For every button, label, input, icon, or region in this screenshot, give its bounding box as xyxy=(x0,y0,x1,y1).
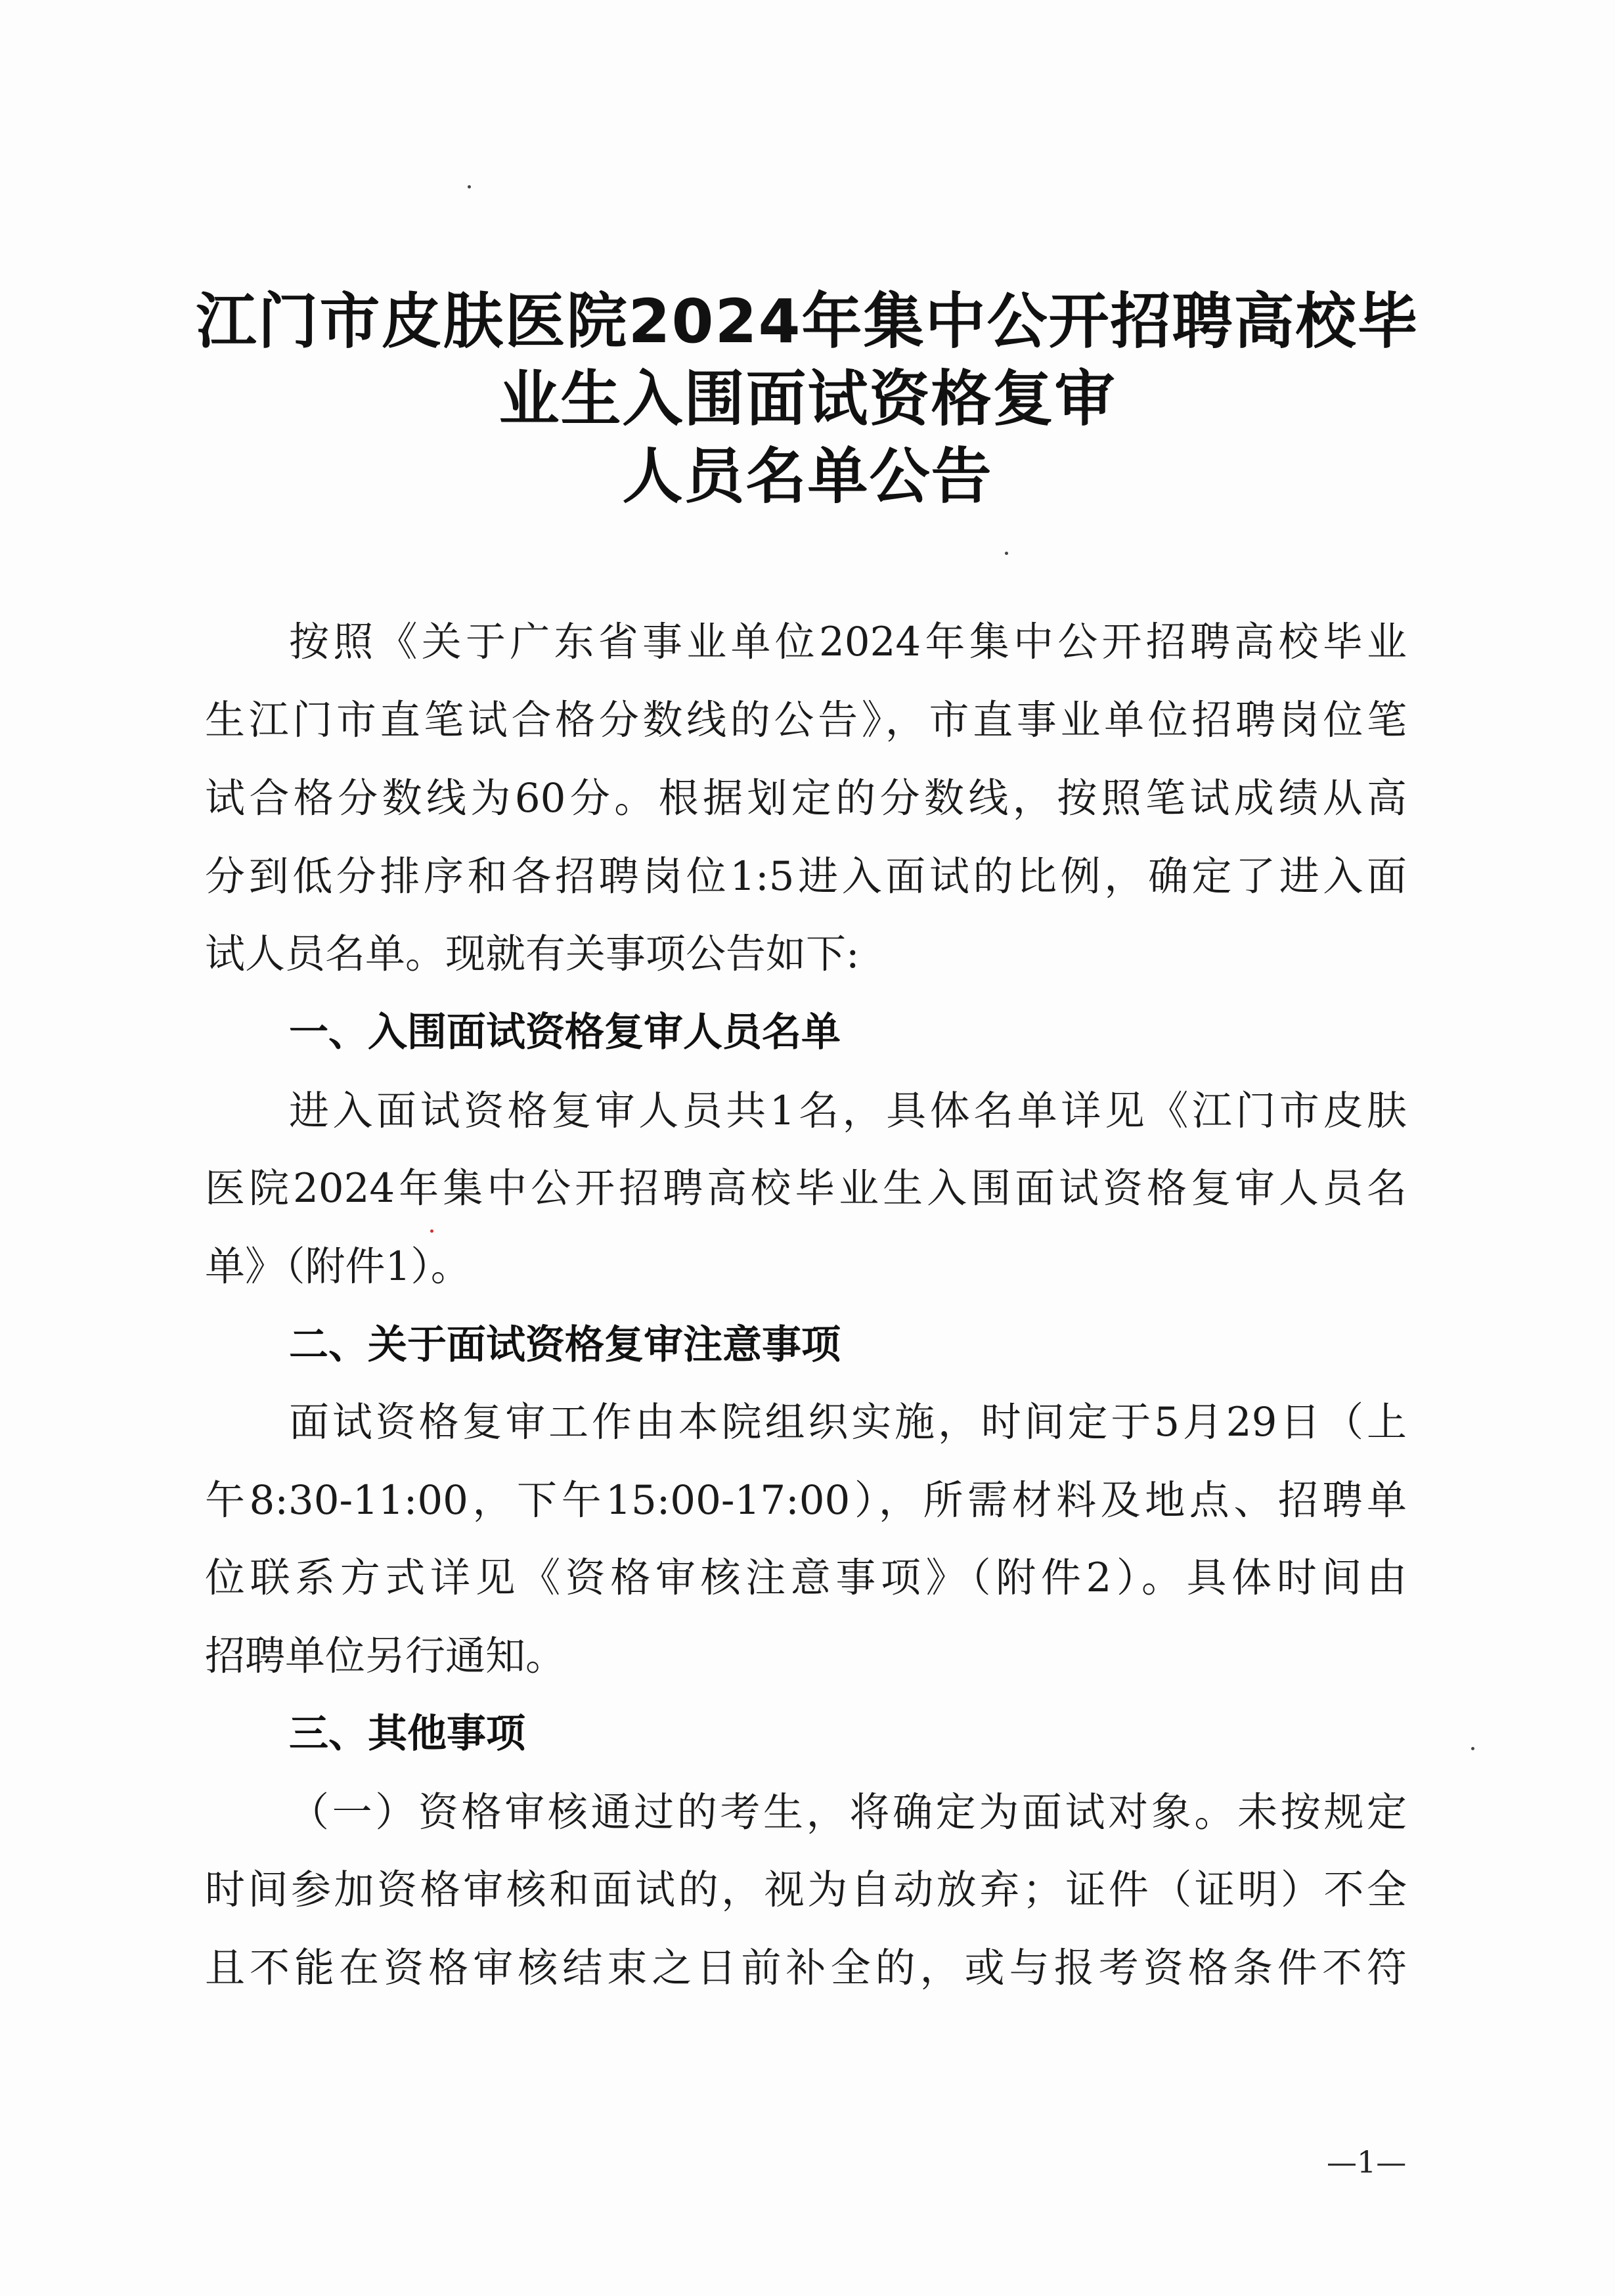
intro-paragraph-line: 分到低分排序和各招聘岗位1:5进入面试的比例，确定了进入面 xyxy=(205,853,1407,900)
scan-speck xyxy=(468,185,471,188)
section-2-paragraph-line: 午8:30-11:00，下午15:00-17:00），所需材料及地点、招聘单 xyxy=(205,1477,1407,1524)
section-3-paragraph-line: 时间参加资格审核和面试的，视为自动放弃；证件（证明）不全 xyxy=(205,1866,1407,1913)
section-2-paragraph-line: 面试资格复审工作由本院组织实施，时间定于5月29日（上 xyxy=(289,1399,1407,1446)
intro-paragraph-line: 试合格分数线为60分。根据划定的分数线，按照笔试成绩从高 xyxy=(205,775,1407,822)
section-3-paragraph-line: 且不能在资格审核结束之日前补全的，或与报考资格条件不符 xyxy=(205,1945,1407,1991)
section-3-paragraph-line: （一）资格审核通过的考生，将确定为面试对象。未按规定 xyxy=(289,1789,1407,1836)
scan-speck xyxy=(1471,1747,1474,1750)
intro-paragraph-line: 生江门市直笔试合格分数线的公告》，市直事业单位招聘岗位笔 xyxy=(205,697,1407,743)
section-2-paragraph-line: 招聘单位另行通知。 xyxy=(205,1633,566,1679)
intro-paragraph-line: 按照《关于广东省事业单位2024年集中公开招聘高校毕业 xyxy=(289,619,1407,665)
scan-speck xyxy=(430,1229,433,1233)
section-1-paragraph-line: 单》（附件1）。 xyxy=(205,1243,471,1290)
intro-paragraph-line: 试人员名单。现就有关事项公告如下: xyxy=(205,931,860,977)
page-number: —1— xyxy=(1327,2144,1407,2180)
section-3-heading: 三、其他事项 xyxy=(289,1711,525,1757)
section-2-paragraph-line: 位联系方式详见《资格审核注意事项》（附件2）。具体时间由 xyxy=(205,1555,1407,1601)
section-2-heading: 二、关于面试资格复审注意事项 xyxy=(289,1322,841,1368)
section-1-paragraph-line: 进入面试资格复审人员共1名，具体名单详见《江门市皮肤 xyxy=(289,1088,1407,1134)
section-1-heading: 一、入围面试资格复审人员名单 xyxy=(289,1009,841,1055)
document-title-line-1: 江门市皮肤医院2024年集中公开招聘高校毕 xyxy=(196,286,1419,357)
scan-speck xyxy=(1005,552,1008,555)
document-title-line-3: 人员名单公告 xyxy=(622,441,993,512)
document-title-line-2: 业生入围面试资格复审 xyxy=(498,364,1117,434)
section-1-paragraph-line: 医院2024年集中公开招聘高校毕业生入围面试资格复审人员名 xyxy=(205,1165,1407,1212)
